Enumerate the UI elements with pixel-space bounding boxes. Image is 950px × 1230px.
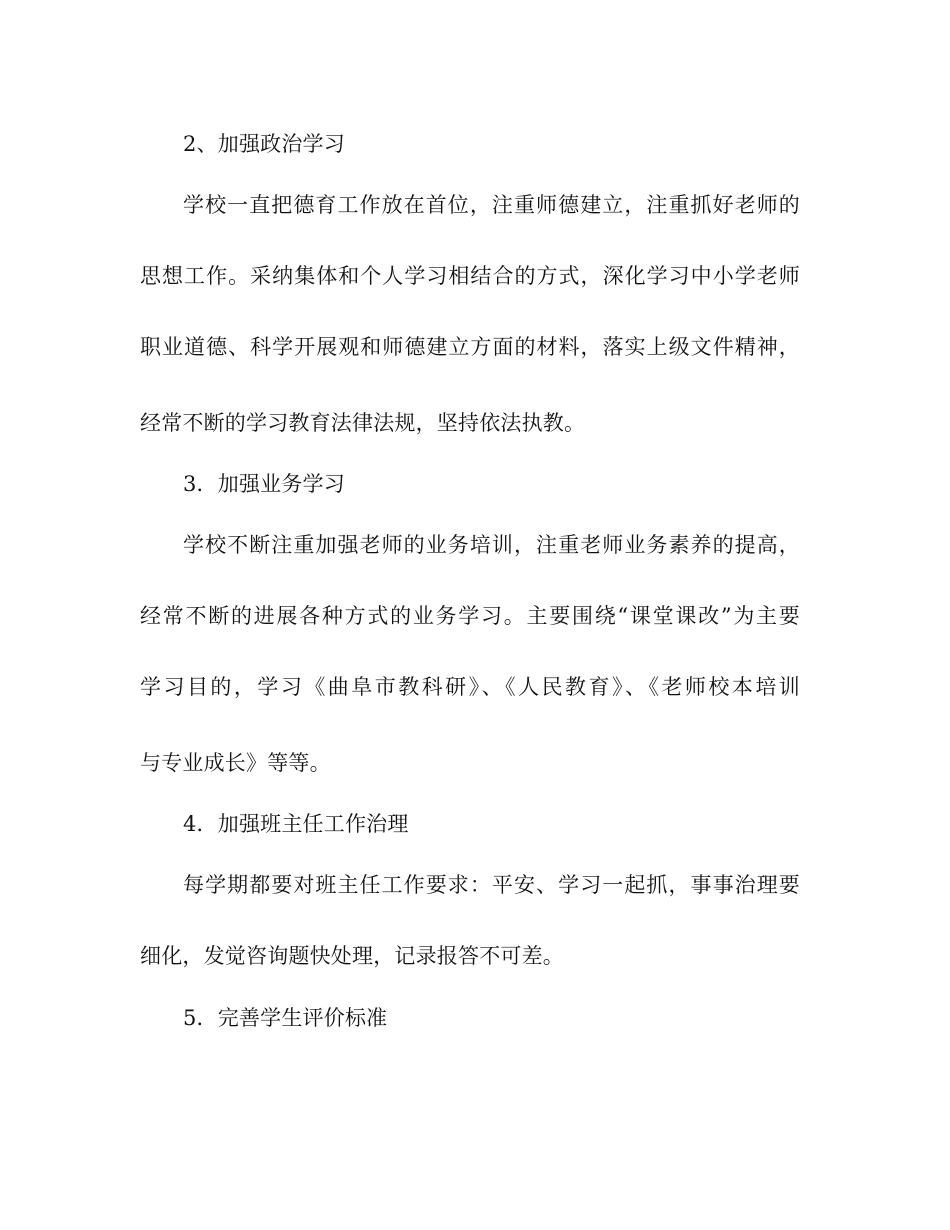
paragraph-line: 学习目的，学习《曲阜市教科研》、《人民教育》、《老师校本培训 [140, 675, 800, 699]
paragraph-line: 思想工作。采纳集体和个人学习相结合的方式，深化学习中小学老师 [140, 264, 800, 288]
paragraph-line: 职业道德、科学开展观和师德建立方面的材料，落实上级文件精神， [140, 335, 800, 359]
paragraph-line: 细化，发觉咨询题快处理，记录报答不可差。 [140, 944, 564, 968]
paragraph-line: 每学期都要对班主任工作要求：平安、学习一起抓，事事治理要 [183, 873, 800, 897]
section-heading-political-study: 2、加强政治学习 [183, 132, 345, 156]
section-heading-business-study: 3．加强业务学习 [183, 472, 345, 496]
section-heading-student-evaluation: 5．完善学生评价标准 [183, 1006, 388, 1030]
paragraph-line: 学校一直把德育工作放在首位，注重师德建立，注重抓好老师的 [183, 193, 800, 217]
paragraph-line: 经常不断的学习教育法律法规，坚持依法执教。 [140, 411, 586, 435]
section-heading-class-teacher: 4．加强班主任工作治理 [183, 812, 409, 836]
paragraph-line: 经常不断的进展各种方式的业务学习。主要围绕“课堂课改”为主要 [140, 604, 800, 628]
paragraph-line: 学校不断注重加强老师的业务培训，注重老师业务素养的提高， [183, 533, 800, 557]
paragraph-line: 与专业成长》等等。 [140, 751, 331, 775]
